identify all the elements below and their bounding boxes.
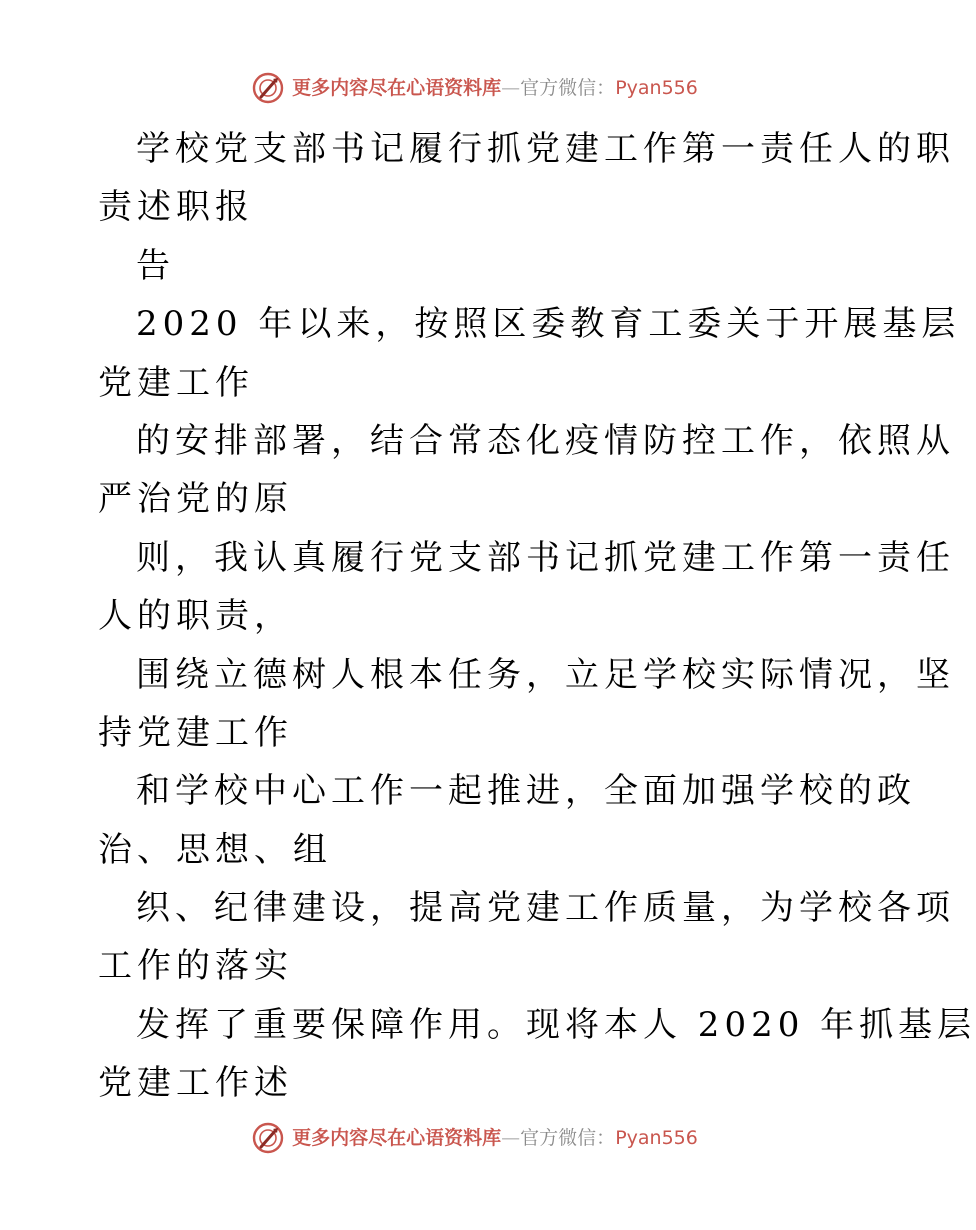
document-line: 和学校中心工作一起推进，全面加强学校的政 xyxy=(136,771,916,812)
document-line: 党建工作述 xyxy=(98,1063,293,1104)
document-line: 发挥了重要保障作用。现将本人 2020 年抓基层 xyxy=(136,1004,976,1045)
document-line: 工作的落实 xyxy=(98,946,293,987)
watermark-official-label: 官方微信： xyxy=(520,1127,616,1149)
watermark-main-text: 更多内容尽在心语资料库 xyxy=(292,1127,502,1149)
document-line: 党建工作 xyxy=(98,362,254,403)
document-line: 告 xyxy=(136,245,175,286)
watermark-text xyxy=(292,72,698,104)
document-line: 持党建工作 xyxy=(98,712,293,753)
watermark-dash: — xyxy=(501,1127,521,1149)
document-line: 织、纪律建设，提高党建工作质量，为学校各项 xyxy=(136,888,955,929)
watermark-main-text: 更多内容尽在心语资料库 xyxy=(292,77,502,99)
document-line: 则，我认真履行党支部书记抓党建工作第一责任 xyxy=(136,537,955,578)
watermark-official-label: 官方微信： xyxy=(520,77,616,99)
document-line: 的安排部署，结合常态化疫情防控工作，依照从 xyxy=(136,420,955,461)
watermark-account-id: Pyan556 xyxy=(615,77,698,99)
document-line: 人的职责， xyxy=(98,596,293,637)
document-line: 学校党支部书记履行抓党建工作第一责任人的职 xyxy=(136,129,955,169)
brand-logo-icon xyxy=(252,72,284,104)
document-line: 治、思想、组 xyxy=(98,829,332,870)
brand-logo-icon xyxy=(252,1122,284,1154)
footer-watermark xyxy=(0,1122,950,1154)
watermark-text xyxy=(292,1122,698,1154)
document-line: 严治党的原 xyxy=(98,479,293,520)
header-watermark xyxy=(0,72,950,104)
document-line: 2020 年以来，按照区委教育工委关于开展基层 xyxy=(136,304,961,345)
document-line: 责述职报 xyxy=(98,187,254,228)
watermark-account-id: Pyan556 xyxy=(615,1127,698,1149)
document-body xyxy=(98,120,976,1113)
document-line: 围绕立德树人根本任务，立足学校实际情况，坚 xyxy=(136,654,955,695)
watermark-dash: — xyxy=(501,77,521,99)
